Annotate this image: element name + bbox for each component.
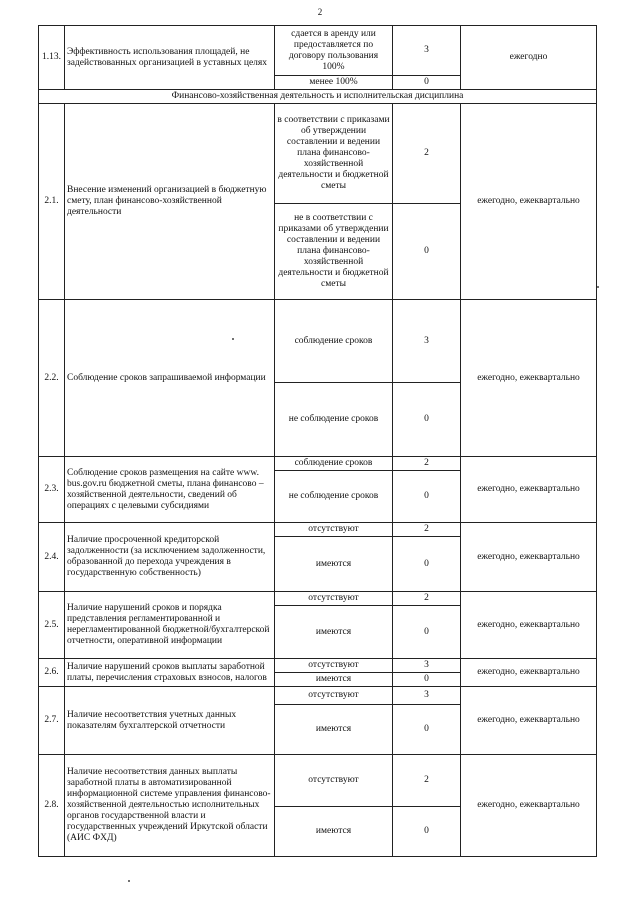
criterion-name: Соблюдение сроков запрашиваемой информации — [65, 300, 275, 457]
condition-cell: не в соответствии с приказами об утверждении составлении и ведении плана финансово-хозяйственной деятельности и бюджетной сметы — [275, 204, 393, 300]
score-cell: 0 — [393, 807, 461, 857]
score-cell: 0 — [393, 606, 461, 659]
row-number: 1.13. — [39, 26, 65, 90]
score-cell: 2 — [393, 104, 461, 204]
section-title: Финансово-хозяйственная деятельность и исполнительская дисциплина — [39, 90, 597, 104]
criterion-name: Эффективность использования площадей, не задействованных организацией в уставных целях — [65, 26, 275, 90]
period-cell: ежегодно, ежеквартально — [461, 457, 597, 523]
period-cell: ежегодно, ежеквартально — [461, 592, 597, 659]
score-cell: 2 — [393, 523, 461, 537]
score-cell: 2 — [393, 755, 461, 807]
table-row — [39, 755, 597, 807]
condition-cell: отсутствуют — [275, 523, 393, 537]
row-number: 2.4. — [39, 523, 65, 592]
page-number: 2 — [317, 7, 323, 17]
condition-cell: сдается в аренду или предоставляется по договору пользования 100% — [275, 26, 393, 76]
table-row — [39, 104, 597, 204]
period-cell: ежегодно, ежеквартально — [461, 687, 597, 755]
condition-cell: имеются — [275, 537, 393, 592]
score-cell: 0 — [393, 673, 461, 687]
score-cell: 3 — [393, 300, 461, 383]
score-cell: 3 — [393, 659, 461, 673]
score-cell: 2 — [393, 457, 461, 471]
criterion-name: Наличие нарушений сроков выплаты заработной платы, перечисления страховых взносов, налогов — [65, 659, 275, 687]
table-row — [39, 26, 597, 76]
condition-cell: соблюдение сроков — [275, 300, 393, 383]
row-number: 2.1. — [39, 104, 65, 300]
score-cell: 0 — [393, 204, 461, 300]
row-number: 2.5. — [39, 592, 65, 659]
period-cell: ежегодно, ежеквартально — [461, 523, 597, 592]
row-number: 2.2. — [39, 300, 65, 457]
scan-speck — [128, 880, 130, 882]
table-row — [39, 523, 597, 537]
score-cell: 0 — [393, 705, 461, 755]
criterion-name: Наличие несоответствия учетных данных показателям бухгалтерской отчетности — [65, 687, 275, 755]
criterion-name: Наличие нарушений сроков и порядка представления регламентированной и нерегламентированной бюджетной/бухгалтерской отчетности, оперативной информации — [65, 592, 275, 659]
row-number: 2.7. — [39, 687, 65, 755]
row-number: 2.3. — [39, 457, 65, 523]
condition-cell: отсутствуют — [275, 592, 393, 606]
period-cell: ежегодно, ежеквартально — [461, 659, 597, 687]
row-number: 2.8. — [39, 755, 65, 857]
score-cell: 0 — [393, 76, 461, 90]
table-row — [39, 687, 597, 705]
period-cell: ежегодно — [461, 26, 597, 90]
period-cell: ежегодно, ежеквартально — [461, 300, 597, 457]
score-cell: 2 — [393, 592, 461, 606]
criterion-name: Соблюдение сроков размещения на сайте www. bus.gov.ru бюджетной сметы, плана финансово – хозяйственной деятельности, сведений об операциях с целевыми субсидиями — [65, 457, 275, 523]
score-cell: 3 — [393, 26, 461, 76]
table-row — [39, 659, 597, 673]
condition-cell: имеются — [275, 606, 393, 659]
condition-cell: не соблюдение сроков — [275, 383, 393, 457]
period-cell: ежегодно, ежеквартально — [461, 104, 597, 300]
table-row — [39, 300, 597, 383]
condition-cell: в соответствии с приказами об утверждении составлении и ведении плана финансово-хозяйственной деятельности и бюджетной сметы — [275, 104, 393, 204]
score-cell: 0 — [393, 471, 461, 523]
condition-cell: имеются — [275, 807, 393, 857]
condition-cell: имеются — [275, 705, 393, 755]
score-cell: 3 — [393, 687, 461, 705]
period-cell: ежегодно, ежеквартально — [461, 755, 597, 857]
criterion-name: Внесение изменений организацией в бюджетную смету, план финансово-хозяйственной деятельности — [65, 104, 275, 300]
score-cell: 0 — [393, 537, 461, 592]
condition-cell: менее 100% — [275, 76, 393, 90]
criterion-name: Наличие несоответствия данных выплаты заработной платы в автоматизированной информационной системе управления финансово-хозяйственной деятельностью исполнительных органов государственной власти и государственных учреждений Иркутской области (АИС ФХД) — [65, 755, 275, 857]
table-row — [39, 457, 597, 471]
condition-cell: соблюдение сроков — [275, 457, 393, 471]
condition-cell: отсутствуют — [275, 755, 393, 807]
table-row — [39, 592, 597, 606]
condition-cell: имеются — [275, 673, 393, 687]
row-number: 2.6. — [39, 659, 65, 687]
condition-cell: отсутствуют — [275, 687, 393, 705]
section-row — [39, 90, 597, 104]
score-cell: 0 — [393, 383, 461, 457]
criteria-table — [38, 25, 597, 857]
condition-cell: не соблюдение сроков — [275, 471, 393, 523]
scan-speck — [232, 338, 234, 340]
scan-speck — [597, 286, 599, 288]
condition-cell: отсутствуют — [275, 659, 393, 673]
criterion-name: Наличие просроченной кредиторской задолженности (за исключением задолженности, образованной до перехода учреждения в государственную собственность) — [65, 523, 275, 592]
